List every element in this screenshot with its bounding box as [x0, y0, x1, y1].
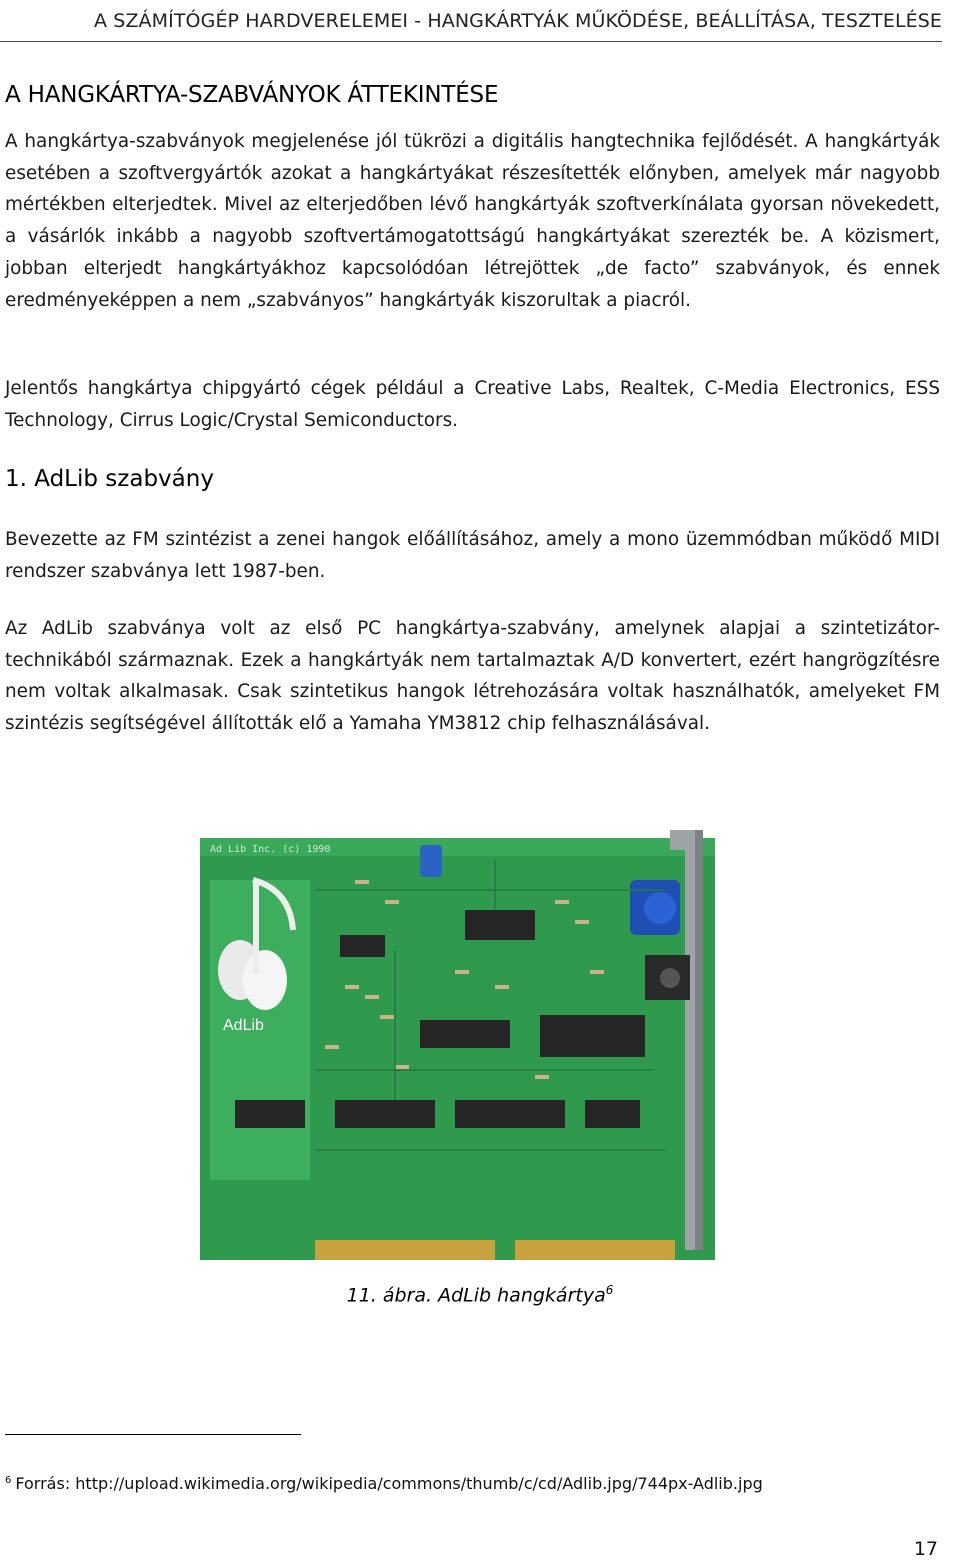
chip — [585, 1100, 640, 1128]
svg-text:Ad Lib Inc. (c) 1990: Ad Lib Inc. (c) 1990 — [210, 844, 331, 855]
edge-connector — [315, 1240, 495, 1260]
chip — [235, 1100, 305, 1128]
adlib-intro-paragraph: Bevezette az FM szintézist a zenei hangok előállításához, amely a mono üzemmódban működő MIDI rendszer szabványa lett 1987-ben. — [5, 529, 940, 582]
footnote-divider — [5, 1434, 301, 1435]
chip — [420, 1020, 510, 1048]
capacitor — [420, 845, 442, 877]
yamaha-chip — [540, 1015, 645, 1057]
footnote-marker: 6 — [5, 1474, 12, 1486]
adlib-card-figure — [195, 820, 750, 1260]
svg-text:AdLib: AdLib — [223, 1017, 264, 1034]
section-heading-adlib: 1. AdLib szabvány — [5, 466, 214, 492]
chip — [465, 910, 535, 940]
chip — [455, 1100, 565, 1128]
running-header: A SZÁMÍTÓGÉP HARDVERELEMEI - HANGKÁRTYÁK MŰKÖDÉSE, BEÁLLÍTÁSA, TESZTELÉSE — [0, 10, 942, 42]
page-number: 17 — [913, 1538, 938, 1560]
footnote — [5, 1474, 763, 1493]
footnote-source: Forrás: http://upload.wikimedia.org/wikipedia/commons/thumb/c/cd/Adlib.jpg/744px-Adlib.jpg — [15, 1474, 763, 1493]
footnote-reference[interactable]: 6 — [605, 1283, 614, 1297]
chip — [335, 1100, 435, 1128]
figure-caption: 11. ábra. AdLib hangkártya$^6$ — [346, 1283, 614, 1307]
manufacturers-paragraph: Jelentős hangkártya chipgyártó cégek például a Creative Labs, Realtek, C-Media Electronics, ESS Technology, Cirrus Logic/Crystal Semiconductors. — [5, 378, 940, 431]
adlib-detail-paragraph: Az AdLib szabványa volt az első PC hangkártya-szabvány, amelynek alapjai a szintetizátor-technikából származnak. Ezek a hangkártyák nem tartalmaztak A/D konvertert, ezért hangrögzítésre nem voltak alkalmasak. Csak szintetikus hangok létrehozására voltak használhatók, amelyeket FM szintézis segítségével állították elő a Yamaha YM3812 chip felhasználásával. — [5, 618, 940, 735]
adlib-card-image — [195, 820, 750, 1260]
intro-paragraph: A hangkártya-szabványok megjelenése jól tükrözi a digitális hangtechnika fejlődését. A hangkártyák esetében a szoftvergyártók azokat a hangkártyákat részesítették előnyben, amelyek már nagyobb mértékben elterjedtek. Mivel az elterjedőben lévő hangkártyák szoftverkínálata gyorsan növekedett, a vásárlók inkább a nagyobb szoftvertámogatottságú hangkártyákat szerezték be. A közismert, jobban elterjedt hangkártyákhoz kapcsolódóan létrejöttek „de facto” szabványok, és ennek eredményeképpen a nem „szabványos” hangkártyák kiszorultak a piacról. — [5, 131, 940, 311]
chip — [340, 935, 385, 957]
page-title: A HANGKÁRTYA-SZABVÁNYOK ÁTTEKINTÉSE — [5, 82, 499, 108]
